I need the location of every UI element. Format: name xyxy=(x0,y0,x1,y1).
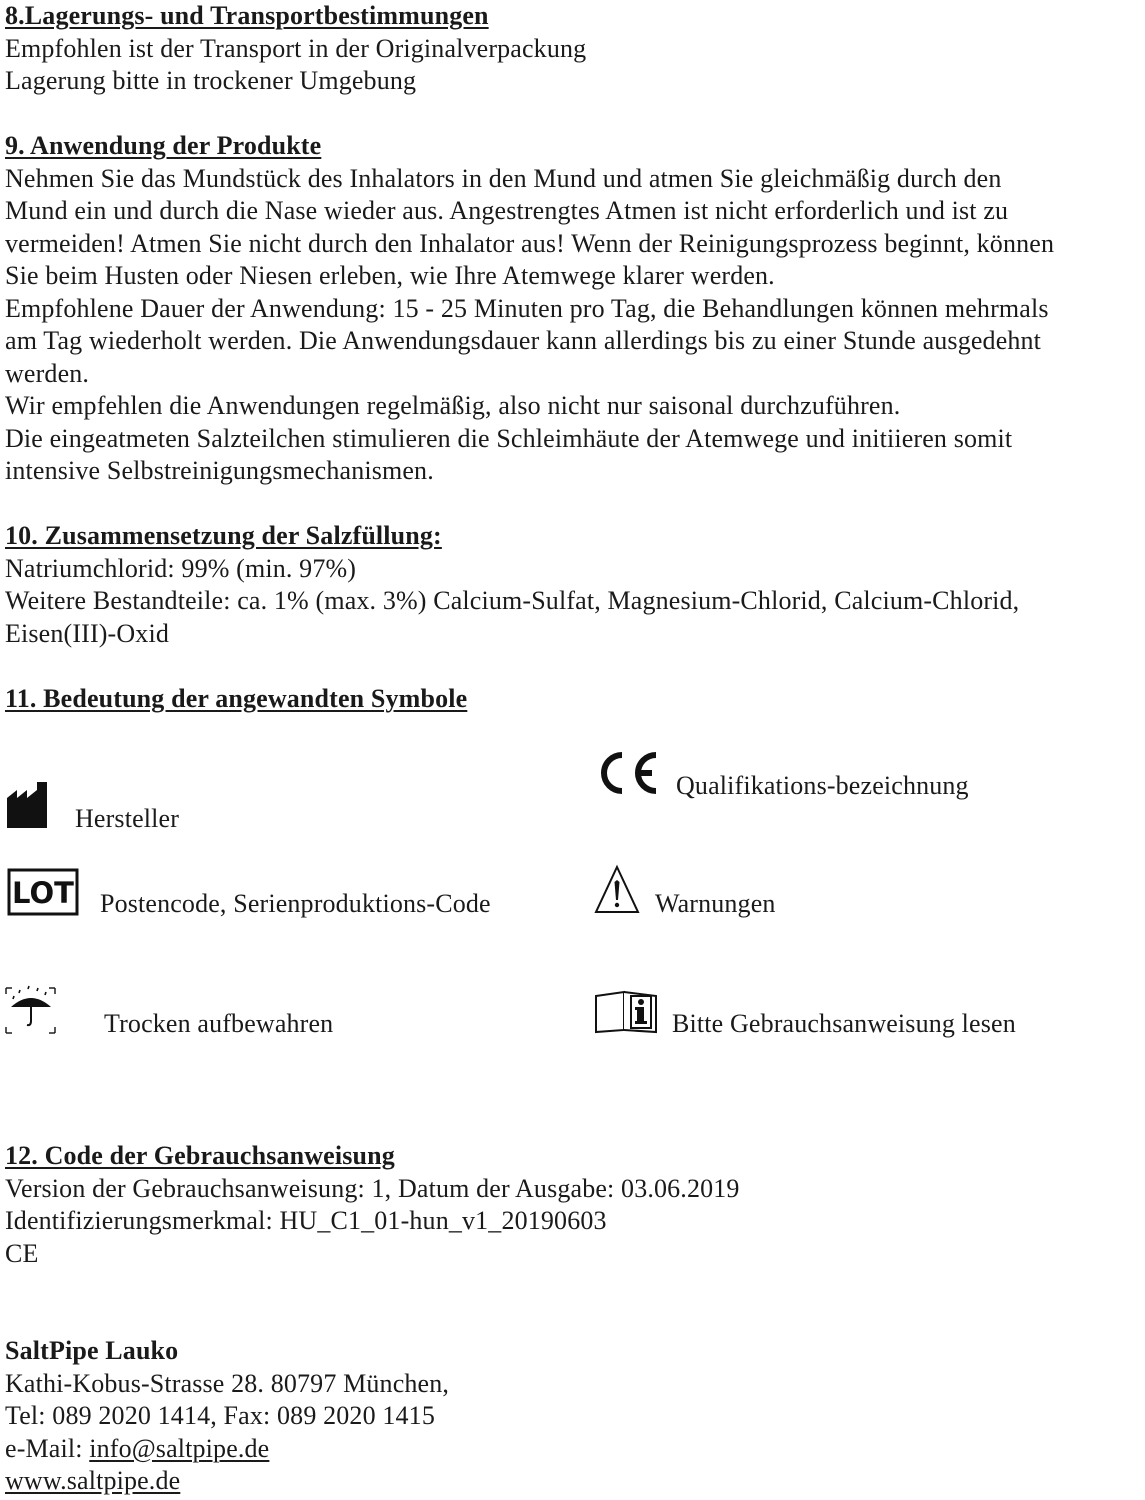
section-10-heading: 10. Zusammensetzung der Salzfüllung: xyxy=(5,521,442,550)
section-9-line: vermeiden! Atmen Sie nicht durch den Inhalator aus! Wenn der Reinigungsprozess beginnt, können xyxy=(5,228,1055,258)
factory-icon xyxy=(7,782,55,828)
section-8-line: Empfohlen ist der Transport in der Originalverpackung xyxy=(5,33,587,63)
manufacturer-label: Hersteller xyxy=(75,804,180,833)
section-9-line: Empfohlene Dauer der Anwendung: 15 - 25 Minuten pro Tag, die Behandlungen können mehrmals xyxy=(5,293,1049,323)
section-11-heading: 11. Bedeutung der angewandten Symbole xyxy=(5,683,468,713)
section-9-line: am Tag wiederholt werden. Die Anwendungsdauer kann allerdings bis zu einer Stunde ausgedehnt xyxy=(5,326,1042,355)
document-body xyxy=(5,0,1143,715)
company-phone: Tel: 089 2020 1414, Fax: 089 2020 1415 xyxy=(5,1401,435,1430)
email-link[interactable]: info@saltpipe.de xyxy=(89,1433,270,1463)
warning-triangle-icon xyxy=(594,864,640,916)
lot-icon xyxy=(7,868,79,916)
company-email-row xyxy=(5,1433,1143,1466)
section-12-line: Identifizierungsmerkmal: HU_C1_01-hun_v1_20190603 xyxy=(5,1206,607,1235)
website-link[interactable]: www.saltpipe.de xyxy=(5,1466,181,1495)
section-9-line: intensive Selbstreinigungsmechanismen. xyxy=(5,456,434,485)
ce-mark-icon xyxy=(592,750,662,796)
lot-icon-text: LOT xyxy=(12,876,74,910)
umbrella-rain-icon xyxy=(5,985,57,1037)
section-9-line: werden. xyxy=(5,358,90,388)
section-10-line: Natriumchlorid: 99% (min. 97%) xyxy=(5,553,357,583)
section-8-heading: 8.Lagerungs- und Transportbestimmungen xyxy=(5,1,489,30)
section-9-line: Nehmen Sie das Mundstück des Inhalators in den Mund und atmen Sie gleichmäßig durch den xyxy=(5,163,1002,193)
document-footer xyxy=(5,1140,1143,1498)
section-12-line: Version der Gebrauchsanweisung: 1, Datum der Ausgabe: 03.06.2019 xyxy=(5,1173,740,1203)
section-9-heading: 9. Anwendung der Produkte xyxy=(5,131,322,160)
section-8-line: Lagerung bitte in trockener Umgebung xyxy=(5,66,417,95)
section-9-line: Mund ein und durch die Nase wieder aus. Angestrengtes Atmen ist nicht erforderlich und ist zu xyxy=(5,196,1009,225)
manual-label: Bitte Gebrauchsanweisung lesen xyxy=(672,1009,1016,1038)
section-9-line: Sie beim Husten oder Niesen erleben, wie Ihre Atemwege klarer werden. xyxy=(5,261,775,290)
section-9-line: Wir empfehlen die Anwendungen regelmäßig, also nicht nur saisonal durchzuführen. xyxy=(5,391,901,420)
section-12-heading: 12. Code der Gebrauchsanweisung xyxy=(5,1141,395,1170)
dry-label: Trocken aufbewahren xyxy=(104,1009,334,1038)
lot-label: Postencode, Serienproduktions-Code xyxy=(100,889,491,918)
warning-label: Warnungen xyxy=(655,889,776,918)
section-10-line: Eisen(III)-Oxid xyxy=(5,618,169,648)
email-label: e-Mail: xyxy=(5,1433,90,1463)
ce-label: Qualifikations-bezeichnung xyxy=(676,771,969,800)
company-address: Kathi-Kobus-Strasse 28. 80797 München, xyxy=(5,1368,450,1398)
section-9-line: Die eingeatmeten Salzteilchen stimulieren die Schleimhäute der Atemwege und initiieren somit xyxy=(5,423,1013,453)
company-name: SaltPipe Lauko xyxy=(5,1336,179,1365)
company-website-row xyxy=(5,1465,1143,1498)
section-12-line: CE xyxy=(5,1238,39,1268)
section-10-line: Weitere Bestandteile: ca. 1% (max. 3%) Calcium-Sulfat, Magnesium-Chlorid, Calcium-Chlorid, xyxy=(5,586,1020,615)
book-info-icon xyxy=(594,990,658,1034)
